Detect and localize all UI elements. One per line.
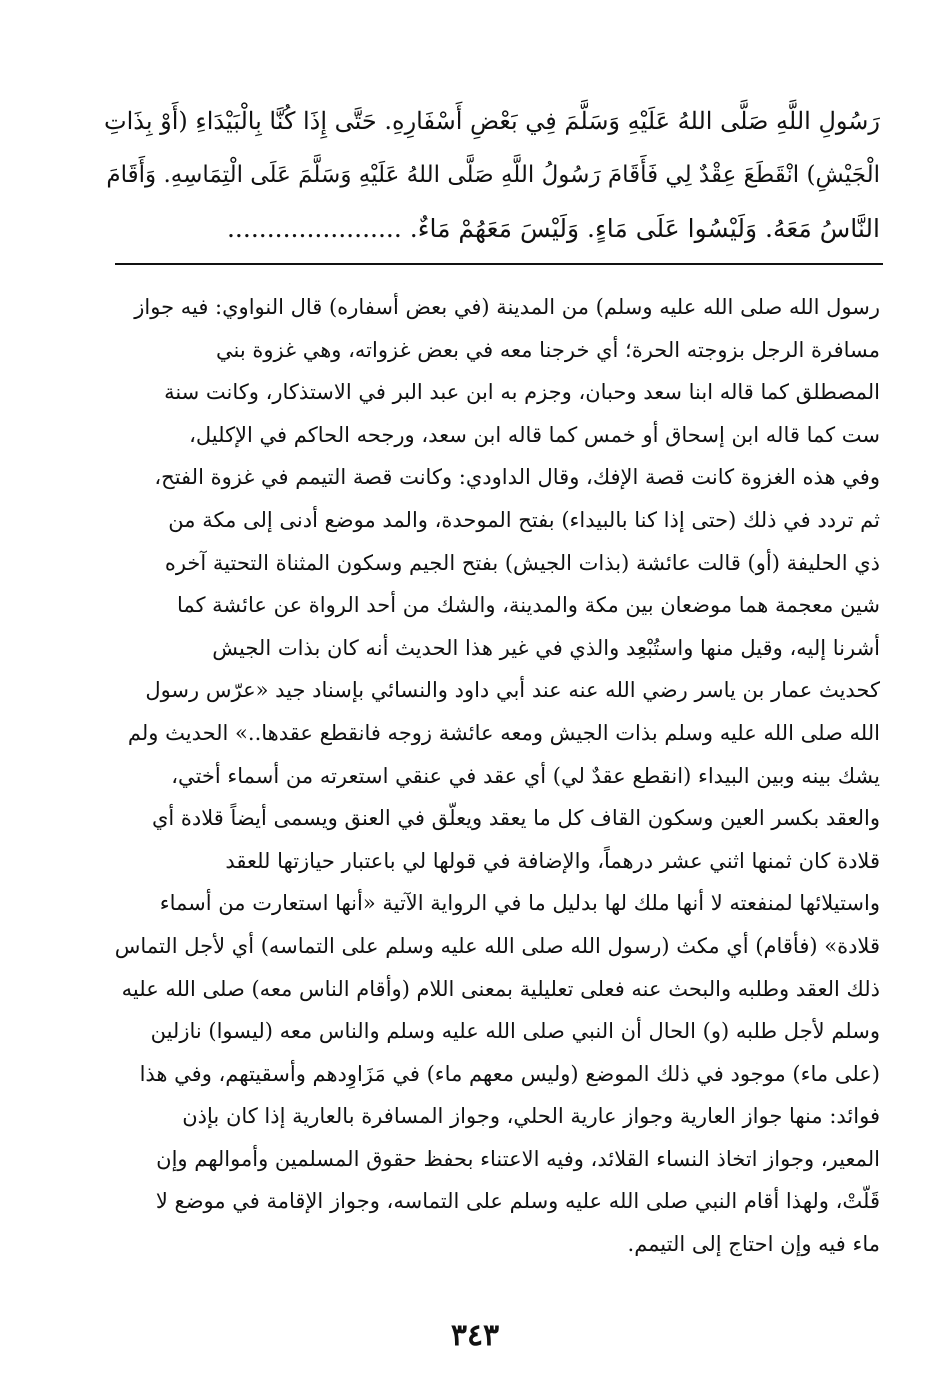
commentary-line: رسول الله صلى الله عليه وسلم) من المدينة (في بعض أسفاره) قال النواوي: فيه جواز [134,295,880,319]
hadith-line: الْجَيْشِ) انْقَطَعَ عِقْدٌ لِي فَأَقَامَ رَسُولُ اللَّهِ صَلَّى اللهُ عَلَيْهِ وَسَلَّمَ عَلَى الْتِمَاسِهِ. وَأَقَامَ [106,162,880,188]
commentary-line: شين معجمة هما موضعان بين مكة والمدينة، والشك من أحد الرواة عن عائشة كما [176,593,880,618]
commentary-line: واستيلائها لمنفعته لا أنها ملك لها بدليل ما في الرواية الآتية «أنها استعارت من أسماء [159,891,880,916]
commentary-line: قَلّتْ، ولهذا أقام النبي صلى الله عليه وسلم على التماسه، وجواز الإقامة في موضع لا [155,1189,880,1214]
hadith-line: رَسُولِ اللَّهِ صَلَّى اللهُ عَلَيْهِ وَسَلَّمَ فِي بَعْضِ أَسْفَارِهِ. حَتَّى إِذَا كُنَّا بِالْبَيْدَاءِ (أَوْ بِذَاتِ [104,107,880,135]
commentary-line: وفي هذه الغزوة كانت قصة الإفك، وقال الداودي: وكانت قصة التيمم في غزوة الفتح، [154,465,880,490]
commentary-line: المصطلق كما قاله ابنا سعد وحبان، وجزم به ابن عبد البر في الاستذكار، وكانت سنة [164,380,880,405]
commentary-line: فوائد: منها جواز العارية وجواز عارية الحلي، وجواز المسافرة بالعارية إذا كان بإذن [182,1104,880,1129]
commentary-text [68,286,880,1266]
commentary-line: ذي الحليفة (أو) قالت عائشة (بذات الجيش) بفتح الجيم وسكون المثناة التحتية آخره [164,550,880,575]
commentary-line: ذلك العقد وطلبه والبحث عنه فعلى تعليلية بمعنى اللام (وأقام الناس معه) صلى الله عليه [121,976,880,1001]
commentary-line: أشرنا إليه، وقيل منها واستُبْعِد والذي في غير هذا الحديث أنه كان بذات الجيش [212,635,880,660]
commentary-line: ماء فيه وإن احتاج إلى التيمم. [627,1232,880,1257]
commentary-line: وسلم لأجل طلبه (و) الحال أن النبي صلى الله عليه وسلم والناس معه (ليسوا) نازلين [150,1019,880,1044]
commentary-line: يشك بينه وبين البيداء (انقطع عقدٌ لي) أي عقد في عنقي استعرته من أسماء أختي، [171,763,880,788]
commentary-line: المعير، وجواز اتخاذ النساء القلائد، وفيه الاعتناء بحفظ حقوق المسلمين وأموالهم وإن [156,1146,880,1171]
commentary-line: مسافرة الرجل بزوجته الحرة؛ أي خرجنا معه في بعض غزواته، وهي غزوة بني [215,337,880,362]
commentary-line: قلادة» (فأقام) أي مكث (رسول الله صلى الله عليه وسلم على التماسه) أي لأجل التماس [114,933,880,958]
commentary-line: ثم تردد في ذلك (حتى إذا كنا بالبيداء) بفتح الموحدة، والمد موضع أدنى إلى مكة من [168,507,880,532]
separator-rule [115,263,883,265]
hadith-line: النَّاسُ مَعَهُ. وَلَيْسُوا عَلَى مَاءٍ. وَلَيْسَ مَعَهُمْ مَاءٌ. ...................... [226,214,880,243]
page-number: ٣٤٣ [450,1318,500,1353]
hadith-text [100,94,880,256]
commentary-line: والعقد بكسر العين وسكون القاف كل ما يعقد ويعلّق في العنق ويسمى أيضاً قلادة أي [151,806,880,831]
commentary-line: قلادة كان ثمنها اثني عشر درهماً، والإضافة في قولها لي باعتبار حيازتها للعقد [225,848,880,873]
commentary-line: ست كما قاله ابن إسحاق أو خمس كما قاله ابن سعد، ورجحه الحاكم في الإكليل، [189,422,880,447]
commentary-line: الله صلى الله عليه وسلم بذات الجيش ومعه عائشة زوجه فانقطع عقدها..» الحديث ولم [127,720,880,745]
commentary-line: كحديث عمار بن ياسر رضي الله عنه عند أبي داود والنسائي بإسناد جيد «عرّس رسول [145,678,880,703]
commentary-line: (على ماء) موجود في ذلك الموضع (وليس معهم ماء) في مَزَاوِدهم وأسقيتهم، وفي هذا [139,1061,880,1086]
